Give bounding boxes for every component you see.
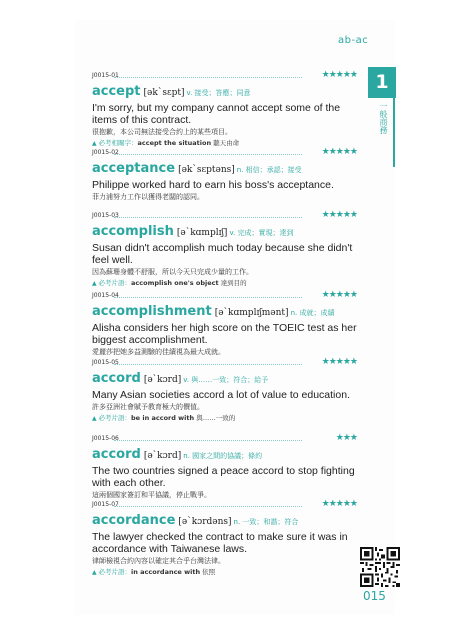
headword: accord bbox=[92, 447, 141, 462]
pronunciation: [əˋkɔrdəns] bbox=[178, 517, 232, 527]
page-number: 015 bbox=[363, 589, 386, 603]
collocation: ▲ 必考片語：be in accord with 與……一致的 bbox=[92, 414, 236, 422]
track-code: J0015-03 bbox=[92, 212, 119, 219]
headword: accomplishment bbox=[92, 304, 212, 319]
example-translation: 愛麗莎把她多益測驗的佳績視為最大成就。 bbox=[92, 348, 225, 356]
frequency-stars: ★★★★★ bbox=[321, 357, 357, 367]
track-code: J0015-01 bbox=[92, 72, 119, 79]
chapter-label: 一般商務 bbox=[379, 102, 388, 134]
frequency-stars: ★★★ bbox=[335, 433, 357, 443]
part-of-speech-meaning: n. 相信；承認；接受 bbox=[236, 166, 302, 174]
track-code: J0015-06 bbox=[92, 435, 119, 442]
dotted-divider bbox=[114, 297, 302, 298]
part-of-speech-meaning: n. 成就；成績 bbox=[290, 309, 335, 317]
frequency-stars: ★★★★★ bbox=[321, 147, 357, 157]
vocab-entry bbox=[92, 147, 357, 202]
dotted-divider bbox=[114, 154, 302, 155]
page-header-range: ab-ac bbox=[338, 35, 369, 46]
track-code: J0015-02 bbox=[92, 149, 119, 156]
part-of-speech-meaning: v. 完成；實現；達到 bbox=[229, 229, 294, 237]
example-sentence: Philippe worked hard to earn his boss's acceptance. bbox=[92, 179, 334, 191]
part-of-speech-meaning: n. 一致；和諧；符合 bbox=[233, 518, 299, 526]
example-sentence: The two countries signed a peace accord to stop fighting with each other. bbox=[92, 465, 355, 489]
pronunciation: [əˋkɔrd] bbox=[143, 451, 182, 461]
dotted-divider bbox=[114, 217, 302, 218]
dotted-divider bbox=[114, 440, 302, 441]
headword: acceptance bbox=[92, 161, 176, 176]
dotted-divider bbox=[114, 506, 302, 507]
example-sentence: Alisha considers her high score on the TOEIC test as her biggest accomplishment. bbox=[92, 322, 357, 346]
dotted-divider bbox=[114, 364, 302, 365]
example-translation: 律師檢視合約內容以確定其合乎台灣法律。 bbox=[92, 557, 225, 565]
track-code: J0015-05 bbox=[92, 359, 119, 366]
collocation: ▲ 必考相關字：accept the situation 聽天由命 bbox=[92, 139, 240, 147]
part-of-speech-meaning: v. 接受；答應；同意 bbox=[186, 89, 251, 97]
triangle-bullet-icon: ▲ bbox=[92, 415, 99, 422]
qr-code-icon[interactable] bbox=[360, 547, 400, 587]
headword: accomplish bbox=[92, 224, 174, 239]
vocab-entry bbox=[92, 499, 357, 577]
headword: accordance bbox=[92, 513, 176, 528]
vocab-entry bbox=[92, 357, 357, 423]
frequency-stars: ★★★★★ bbox=[321, 70, 357, 80]
track-code: J0015-04 bbox=[92, 292, 119, 299]
pronunciation: [əkˋsɛpt] bbox=[143, 88, 185, 98]
frequency-stars: ★★★★★ bbox=[321, 499, 357, 509]
pronunciation: [əˋkɑmplɪʃ] bbox=[176, 228, 228, 238]
collocation: ▲ 必考片語：accomplish one's object 達到目的 bbox=[92, 279, 247, 287]
pronunciation: [əkˋsɛptəns] bbox=[178, 165, 235, 175]
dotted-divider bbox=[114, 77, 302, 78]
example-translation: 因為蘇珊身體不舒服，所以今天只完成少量的工作。 bbox=[92, 268, 253, 276]
triangle-bullet-icon: ▲ bbox=[92, 140, 99, 147]
frequency-stars: ★★★★★ bbox=[321, 210, 357, 220]
triangle-bullet-icon: ▲ bbox=[92, 280, 99, 287]
vocab-entry bbox=[92, 433, 357, 500]
collocation: ▲ 必考片語：in accordance with 依照 bbox=[92, 568, 216, 576]
example-sentence: Susan didn't accomplish much today because she didn't feel well. bbox=[92, 242, 353, 266]
track-code: J0015-07 bbox=[92, 501, 119, 508]
vocab-entry bbox=[92, 210, 357, 288]
triangle-bullet-icon: ▲ bbox=[92, 569, 99, 576]
headword: accept bbox=[92, 84, 141, 99]
chapter-tab: 1 bbox=[368, 67, 396, 98]
headword: accord bbox=[92, 371, 141, 386]
example-translation: 菲力浦努力工作以獲得老闆的認同。 bbox=[92, 193, 204, 201]
example-sentence: Many Asian societies accord a lot of value to education. bbox=[92, 389, 350, 401]
example-translation: 很抱歉，本公司無法接受合約上的某些項目。 bbox=[92, 128, 232, 136]
part-of-speech-meaning: n. 國家之間的協議；條約 bbox=[183, 452, 263, 460]
part-of-speech-meaning: v. 與……一致；符合；給予 bbox=[183, 376, 269, 384]
vocab-entry bbox=[92, 290, 357, 357]
example-sentence: The lawyer checked the contract to make sure it was in accordance with Taiwanese laws. bbox=[92, 531, 348, 555]
example-translation: 這兩個國家簽訂和平協議，停止戰爭。 bbox=[92, 491, 211, 499]
frequency-stars: ★★★★★ bbox=[321, 290, 357, 300]
vocab-entry bbox=[92, 70, 357, 148]
example-translation: 許多亞洲社會賦予教育極大的價值。 bbox=[92, 403, 204, 411]
example-sentence: I'm sorry, but my company cannot accept some of the items of this contract. bbox=[92, 102, 341, 126]
pronunciation: [əˋkɔrd] bbox=[143, 375, 182, 385]
pronunciation: [əˋkɑmplɪʃmənt] bbox=[214, 308, 289, 318]
